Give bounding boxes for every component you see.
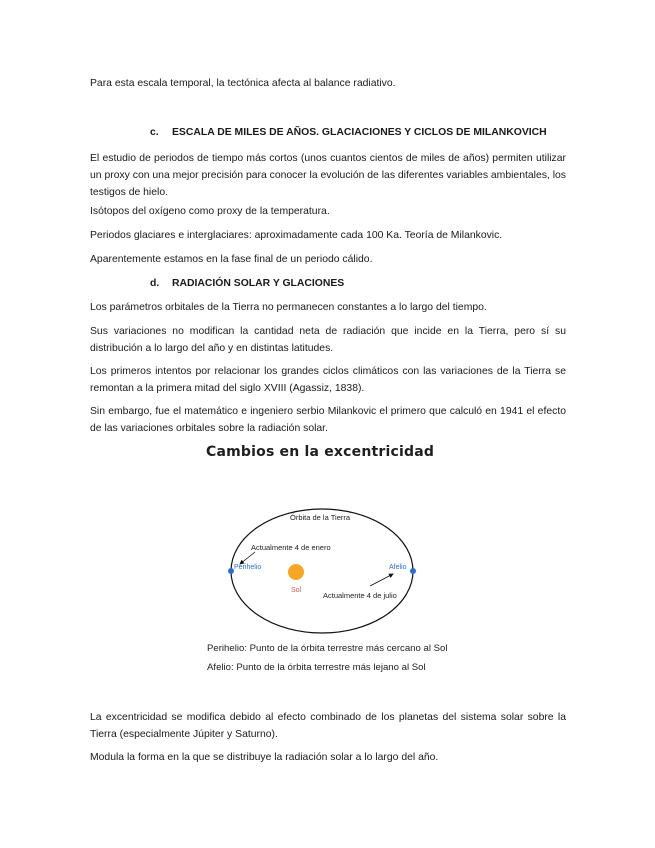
paragraph-periodos: El estudio de periodos de tiempo más cortos (unos cuantos cientos de miles de años) permiten utilizar un proxy con una mejor precisión para conocer la evolución de las diferentes variables ambientales, los testigos de hielo. bbox=[90, 153, 566, 198]
paragraph-parametros: Los parámetros orbitales de la Tierra no permanecen constantes a lo largo del tiempo. bbox=[90, 302, 487, 313]
sun-icon bbox=[288, 564, 304, 580]
figure-title: Cambios en la excentricidad bbox=[206, 444, 435, 460]
arrow-julio bbox=[370, 574, 393, 586]
julio-label: Actualmente 4 de julio bbox=[323, 591, 397, 600]
paragraph-glaciares: Periodos glaciares e interglaciares: aproximadamente cada 100 Ka. Teoría de Milankovic. bbox=[90, 230, 503, 241]
paragraph-milankovic: Sin embargo, fue el matemático e ingeniero serbio Milankovic el primero que calculó en 1941 el efecto de las variaciones orbitales sobre la radiación solar. bbox=[90, 406, 566, 434]
earth-orbit bbox=[231, 509, 413, 633]
afelio-label: Afelio bbox=[389, 564, 407, 571]
legend-perihelio: Perihelio: Punto de la órbita terrestre más cercano al Sol bbox=[207, 643, 448, 654]
heading-d-text: RADIACIÓN SOLAR Y GLACIONES bbox=[172, 278, 345, 289]
paragraph-fase-final: Aparentemente estamos en la fase final de un periodo cálido. bbox=[90, 254, 373, 265]
paragraph-isotopos: Isótopos del oxígeno como proxy de la temperatura. bbox=[90, 206, 330, 217]
arrow-enero bbox=[240, 552, 255, 564]
legend-afelio: Afelio: Punto de la órbita terrestre más lejano al Sol bbox=[207, 662, 426, 673]
paragraph-variaciones: Sus variaciones no modifican la cantidad neta de radiación que incide en la Tierra, pero sí su distribución a lo largo del año y en distintas latitudes. bbox=[90, 326, 566, 354]
heading-c-text: ESCALA DE MILES DE AÑOS. GLACIACIONES Y CICLOS DE MILANKOVICH bbox=[172, 127, 547, 138]
paragraph-tectonica: Para esta escala temporal, la tectónica afecta al balance radiativo. bbox=[90, 78, 396, 89]
heading-c-letter: c. bbox=[150, 127, 159, 138]
heading-d-letter: d. bbox=[150, 278, 160, 289]
sol-label: Sol bbox=[291, 587, 302, 594]
orbit-label: Órbita de la Tierra bbox=[290, 513, 351, 522]
afelio-point bbox=[410, 568, 416, 574]
perihelio-label: Perihelio bbox=[234, 564, 262, 571]
paragraph-primeros-intentos: Los primeros intentos por relacionar los grandes ciclos climáticos con las variaciones de la Tierra se remontan a la primera mitad del siglo XVIII (Agassiz, 1838). bbox=[90, 366, 566, 394]
enero-label: Actualmente 4 de enero bbox=[251, 543, 331, 552]
paragraph-excentricidad: La excentricidad se modifica debido al efecto combinado de los planetas del sistema solar sobre la Tierra (especialmente Júpiter y Saturno). bbox=[90, 712, 566, 740]
paragraph-modula: Modula la forma en la que se distribuye la radiación solar a lo largo del año. bbox=[90, 752, 439, 763]
